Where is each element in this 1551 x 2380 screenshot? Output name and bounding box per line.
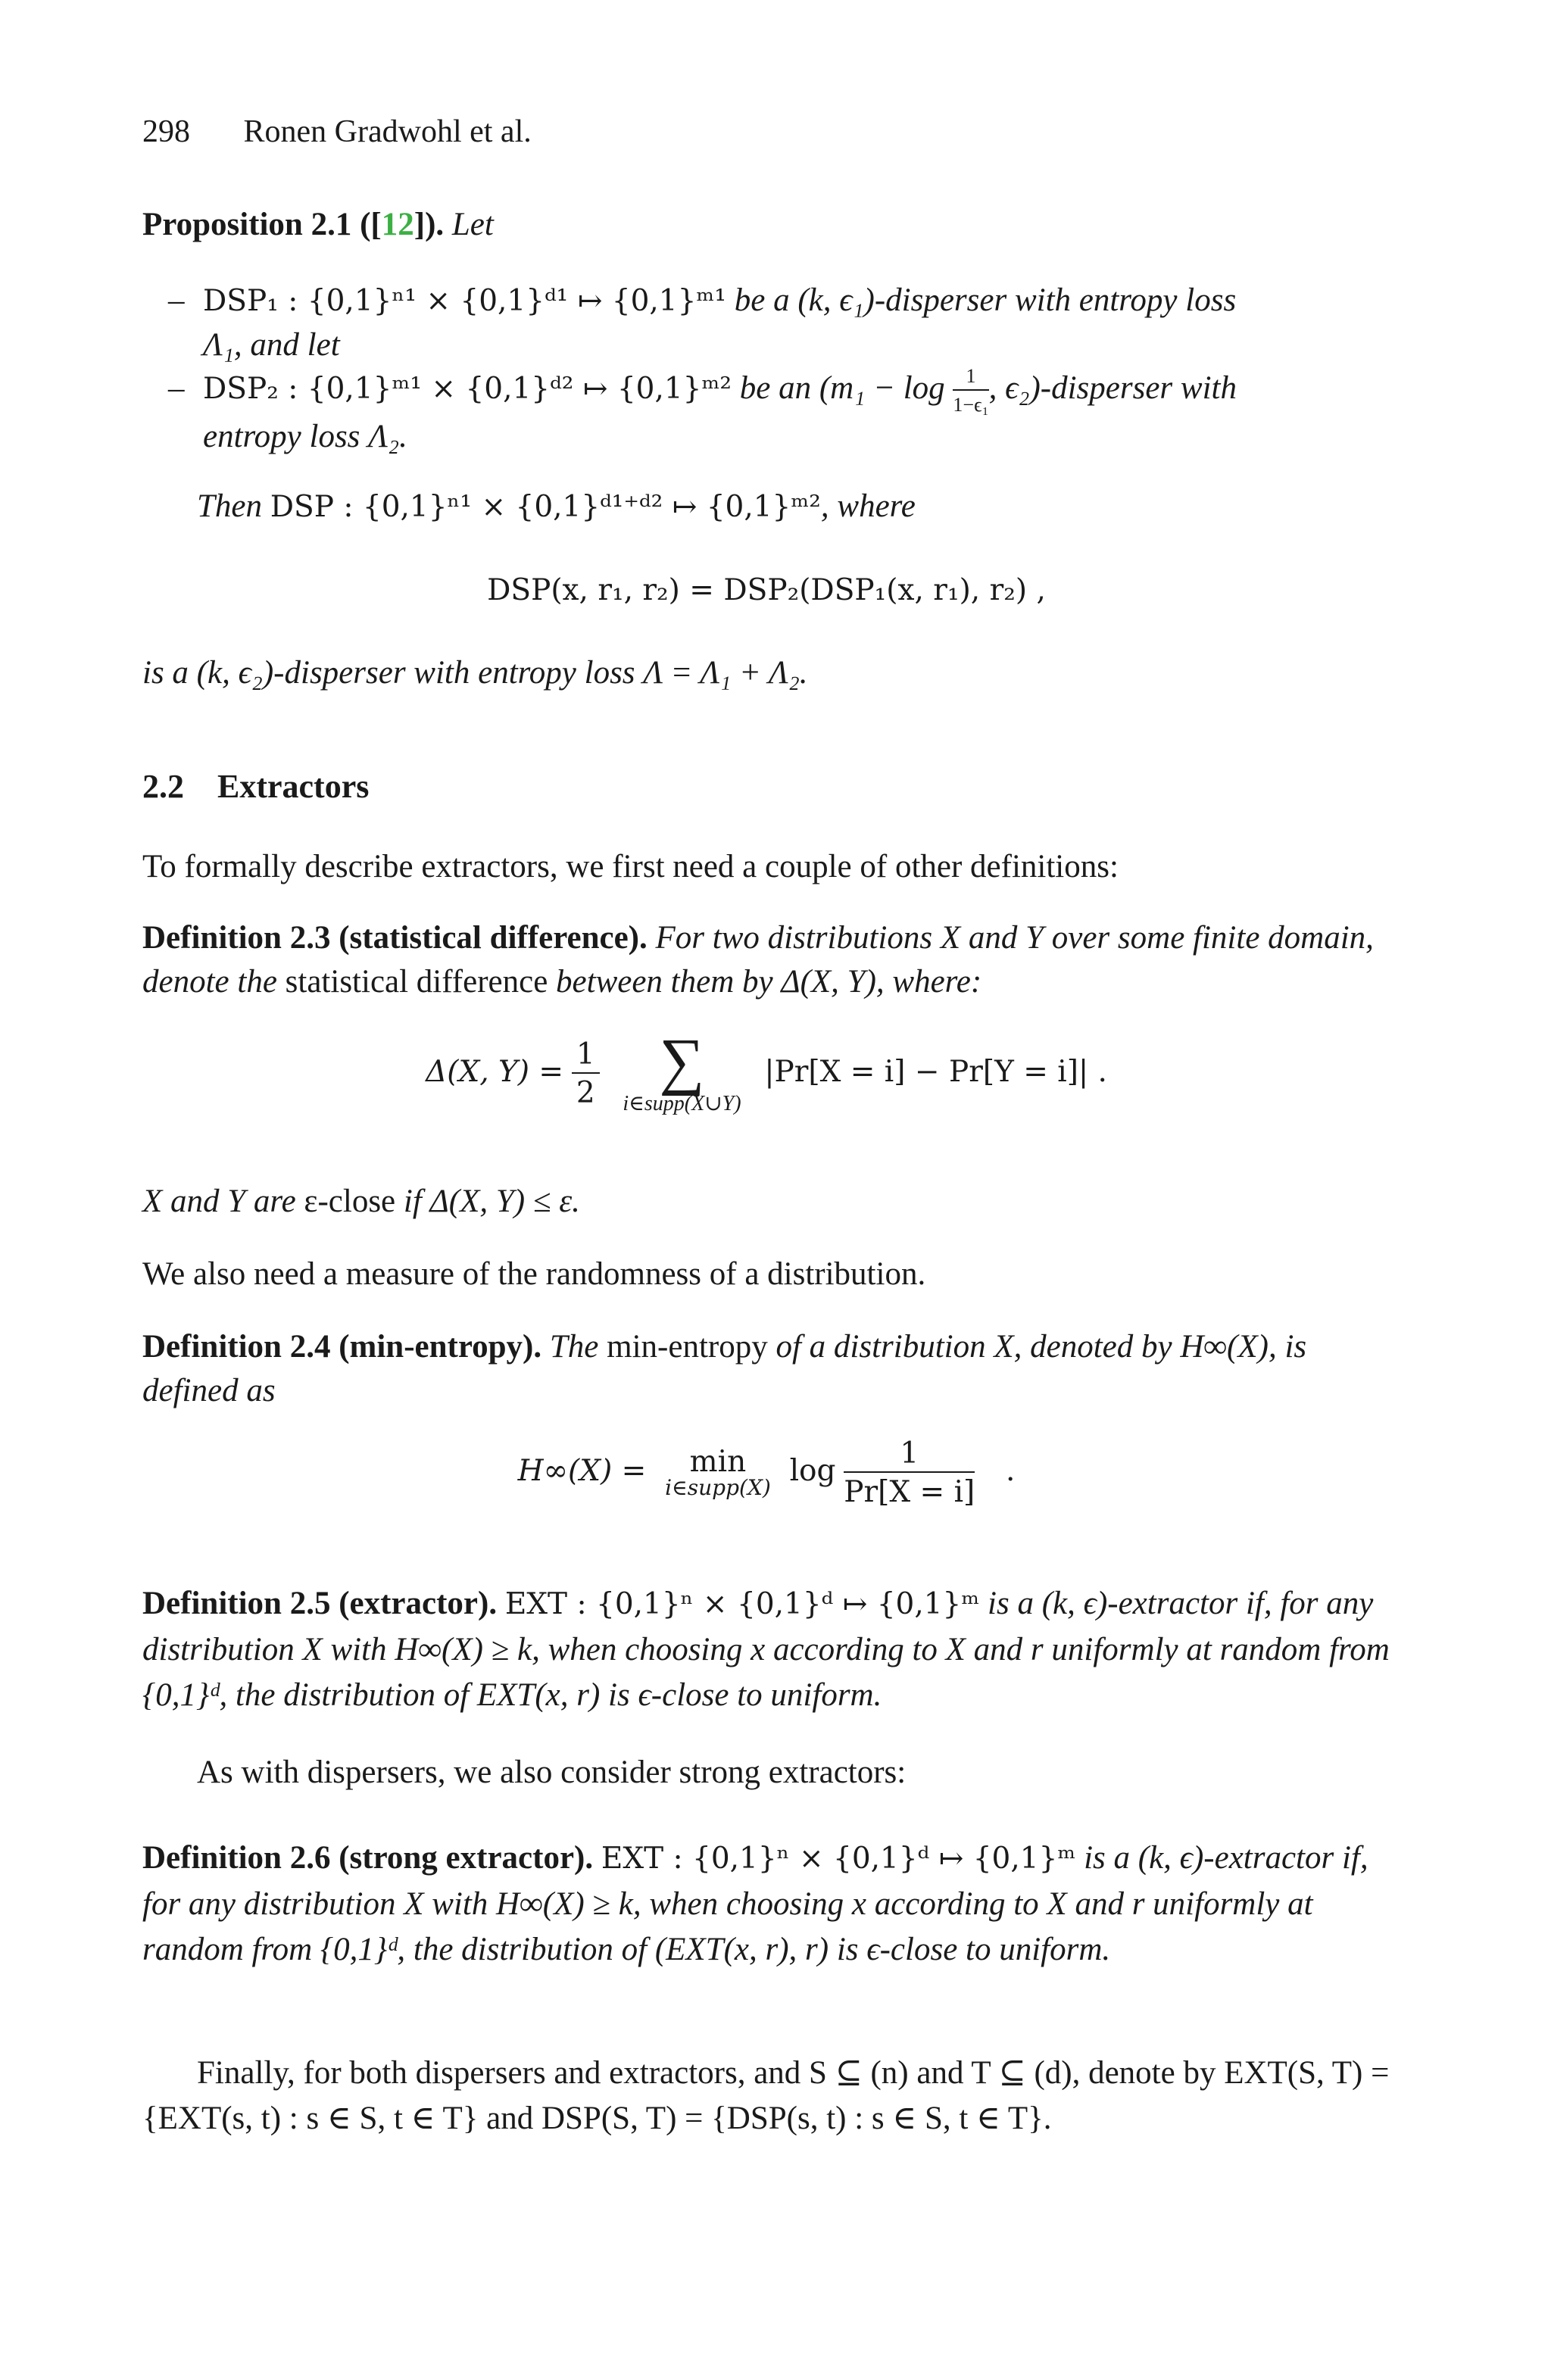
proposition-item-1: – DSP₁ : {0,1}ⁿ¹ × {0,1}ᵈ¹ ↦ {0,1}ᵐ¹ be a (k, ϵ₁)-disperser with entropy loss Λ₁, and let: [203, 279, 1390, 367]
definition-label: Definition 2.3 (statistical difference).: [142, 920, 648, 956]
defined-term: ε-close: [304, 1184, 396, 1219]
proposition-conclusion: is a (k, ϵ₂)-disperser with entropy loss Λ = Λ₁ + Λ₂.: [142, 655, 808, 691]
citation-link[interactable]: 12: [381, 207, 414, 242]
definition-2-5: Definition 2.5 (extractor). EXT : {0,1}ⁿ × {0,1}ᵈ ↦ {0,1}ᵐ is a (k, ϵ)-extractor if, for any distribution X with H∞(X) ≥ k, when choosing x according to X and r uniformly at random from {0,1}ᵈ, the distribution of EXT(x, r) is ϵ-close to uniform.: [142, 1586, 1390, 1713]
proposition-then: Then DSP : {0,1}ⁿ¹ × {0,1}ᵈ¹⁺ᵈ² ↦ {0,1}ᵐ², where: [197, 488, 916, 524]
definition-2-4: Definition 2.4 (min-entropy). The min-entropy of a distribution X, denoted by H∞(X), is defined as: [142, 1329, 1307, 1408]
dsp1-formula: DSP₁ : {0,1}ⁿ¹ × {0,1}ᵈ¹ ↦ {0,1}ᵐ¹: [203, 284, 726, 318]
dash-bullet: –: [168, 282, 185, 318]
fraction: $\frac{1}{\text{1−ϵ₁}}$: [953, 365, 989, 416]
proposition-heading: Proposition 2.1 ([12]). Let: [142, 207, 494, 242]
probability-fraction: $\frac{1}{Pr[X = i]}$: [844, 1436, 975, 1509]
page-number: 298: [142, 114, 190, 149]
dash-bullet: –: [168, 370, 185, 406]
ext-formula: EXT : {0,1}ⁿ × {0,1}ᵈ ↦ {0,1}ᵐ: [601, 1842, 1076, 1876]
ext-formula: EXT : {0,1}ⁿ × {0,1}ᵈ ↦ {0,1}ᵐ: [504, 1587, 980, 1621]
dsp-formula: DSP : {0,1}ⁿ¹ × {0,1}ᵈ¹⁺ᵈ² ↦ {0,1}ᵐ²: [270, 490, 821, 524]
section-number: 2.2: [142, 768, 184, 805]
final-paragraph: Finally, for both dispersers and extractors, and S ⊆ (n) and T ⊆ (d), denote by EXT(S, T) = {EXT(s, t) : s ∈ S, t ∈ T} and DSP(S, T) = {DSP(s, t) : s ∈ S, t ∈ T}.: [142, 2055, 1390, 2136]
running-title: Ronen Gradwohl et al.: [243, 114, 532, 149]
half-fraction: $\frac{1}{2}$: [572, 1040, 600, 1108]
running-header: [142, 114, 532, 150]
display-equation-dsp: DSP(x, r₁, r₂) = DSP₂(DSP₁(x, r₁), r₂) ,: [487, 573, 1046, 607]
definition-label: Definition 2.5 (extractor).: [142, 1586, 498, 1621]
proposition-item-2: – DSP₂ : {0,1}ᵐ¹ × {0,1}ᵈ² ↦ {0,1}ᵐ² be an (m₁ − log $\frac{1}{\text{1−ϵ₁}}$ , ϵ₂)-disperser with entropy loss Λ₂.: [168, 365, 1237, 455]
intro-paragraph: To formally describe extractors, we first need a couple of other definitions:: [142, 849, 1119, 884]
defined-term: statistical difference: [285, 964, 548, 1000]
section-title: Extractors: [217, 768, 370, 805]
randomness-paragraph: We also need a measure of the randomness of a distribution.: [142, 1256, 926, 1292]
defined-term: min-entropy: [607, 1329, 768, 1365]
display-equation-min-entropy: H∞(X) = min i∈supp(X) log $\frac{1}{Pr[X = i]}$ .: [517, 1436, 1016, 1509]
display-equation-statistical-difference: Δ(X, Y) = $\frac{1}{2}$ ∑ i∈supp(X∪Y) |Pr[X = i] − Pr[Y = i]| .: [426, 1026, 1107, 1115]
dispersers-paragraph: As with dispersers, we also consider strong extractors:: [197, 1755, 907, 1790]
epsilon-close-line: X and Y are ε-close if Δ(X, Y) ≤ ε.: [142, 1184, 580, 1219]
definition-2-6: Definition 2.6 (strong extractor). EXT : {0,1}ⁿ × {0,1}ᵈ ↦ {0,1}ᵐ is a (k, ϵ)-extractor if, for any distribution X with H∞(X) ≥ k, when choosing x according to X and r uniformly at random from {0,1}ᵈ, the distribution of (EXT(x, r), r) is ϵ-close to uniform.: [142, 1840, 1368, 1967]
proposition-label: Proposition 2.1: [142, 207, 352, 242]
min-operator: min i∈supp(X): [665, 1444, 771, 1500]
dsp2-formula: DSP₂ : {0,1}ᵐ¹ × {0,1}ᵈ² ↦ {0,1}ᵐ²: [203, 372, 732, 406]
definition-2-3: Definition 2.3 (statistical difference). For two distributions X and Y over some finite domain, denote the statistical difference between them by Δ(X, Y), where:: [142, 920, 1374, 1000]
definition-label: Definition 2.4 (min-entropy).: [142, 1329, 542, 1365]
summation: ∑ i∈supp(X∪Y): [623, 1026, 741, 1115]
section-heading: [142, 765, 1390, 809]
definition-label: Definition 2.6 (strong extractor).: [142, 1840, 594, 1876]
